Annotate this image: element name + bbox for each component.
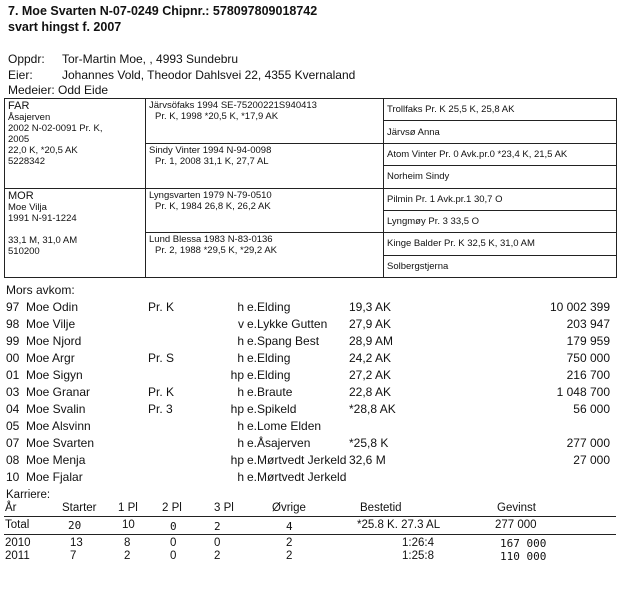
mm-record: Pr. 2, 1988 *29,5 K, *29,2 AK xyxy=(155,245,278,257)
total-p2: 0 xyxy=(170,520,177,533)
career-ovrige: 2 xyxy=(286,550,293,562)
mor-label: MOR xyxy=(8,189,34,202)
avkom-name: Moe Njord xyxy=(26,334,82,348)
avkom-sire: e.Elding xyxy=(247,368,291,382)
avkom-sex: h xyxy=(237,385,244,399)
avkom-time: *28,8 AK xyxy=(349,402,396,416)
avkom-year: 04 xyxy=(6,402,20,416)
avkom-sex: h xyxy=(237,334,244,348)
career-bestetid: 1:26:4 xyxy=(402,537,434,549)
total-gevinst: 277 000 xyxy=(495,519,537,531)
avkom-year: 97 xyxy=(6,300,20,314)
career-p2: 0 xyxy=(170,537,177,549)
col-p3: 3 Pl xyxy=(214,502,234,514)
avkom-time: 24,2 AK xyxy=(349,351,392,365)
mf-record: Pr. K, 1984 26,8 K, 26,2 AK xyxy=(155,200,271,212)
avkom-name: Moe Fjalar xyxy=(26,470,83,484)
eier-label: Eier: xyxy=(8,68,33,82)
avkom-sire: e.Elding xyxy=(247,300,291,314)
career-gevinst: 110 000 xyxy=(500,550,547,563)
avkom-pr: Pr. K xyxy=(148,300,175,314)
avkom-name: Moe Vilje xyxy=(26,317,76,331)
far-number: 5228342 xyxy=(8,156,45,167)
fm-record: Pr. 1, 2008 31,1 K, 27,7 AL xyxy=(155,155,269,167)
avkom-sire: e.Åsajerven xyxy=(247,436,311,450)
avkom-sex: hp xyxy=(230,402,244,416)
avkom-year: 98 xyxy=(6,317,20,331)
career-p1: 2 xyxy=(124,550,131,562)
avkom-name: Moe Menja xyxy=(26,453,86,467)
mm-name: Lund Blessa 1983 N-83-0136 xyxy=(149,234,273,246)
avkom-sire: e.Lome Elden xyxy=(247,419,322,433)
total-p3: 2 xyxy=(214,520,221,533)
mm-cell xyxy=(146,233,384,278)
far-name: Åsajerven xyxy=(8,112,51,123)
mor-cell xyxy=(5,188,146,278)
career-bestetid: 1:25:8 xyxy=(402,550,434,562)
avkom-time: 27,9 AK xyxy=(349,317,392,331)
far-label: FAR xyxy=(8,100,30,112)
g3-cell-1: Trollfaks Pr. K 25,5 K, 25,8 AK xyxy=(384,99,617,121)
far-record: 22,0 K, *20,5 AK xyxy=(8,145,78,156)
karriere-divider-top xyxy=(4,516,616,517)
avkom-prize: 10 002 399 xyxy=(549,300,610,314)
oppdr-value: Tor-Martin Moe, , 4993 Sundebru xyxy=(62,52,239,66)
avkom-time: 32,6 M xyxy=(349,453,386,467)
avkom-name: Moe Sigyn xyxy=(26,368,83,382)
avkom-sex: h xyxy=(237,436,244,450)
col-gevinst: Gevinst xyxy=(497,502,536,514)
horse-subtitle: svart hingst f. 2007 xyxy=(8,20,122,34)
avkom-sex: v xyxy=(238,317,244,331)
karriere-heading: Karriere: xyxy=(6,489,51,501)
mor-reg: 1991 N-91-1224 xyxy=(8,212,77,224)
oppdr-label: Oppdr: xyxy=(8,52,45,66)
horse-title: 7. Moe Svarten N-07-0249 Chipnr.: 578097809018742 xyxy=(8,4,318,18)
avkom-year: 00 xyxy=(6,351,20,365)
avkom-sire: e.Spikeld xyxy=(247,402,297,416)
avkom-sex: hp xyxy=(230,453,244,467)
avkom-sire: e.Lykke Gutten xyxy=(247,317,328,331)
avkom-prize: 216 700 xyxy=(566,368,610,382)
career-ovrige: 2 xyxy=(286,537,293,549)
col-year: År xyxy=(5,502,17,514)
avkom-prize: 203 947 xyxy=(566,317,610,331)
g3-cell-3: Atom Vinter Pr. 0 Avk.pr.0 *23,4 K, 21,5 AK xyxy=(384,143,617,165)
g3-cell-2: Järvsø Anna xyxy=(384,121,617,143)
avkom-year: 07 xyxy=(6,436,20,450)
avkom-prize: 179 959 xyxy=(566,334,610,348)
mor-record: 33,1 M, 31,0 AM xyxy=(8,234,78,246)
fm-cell xyxy=(146,143,384,188)
career-p1: 8 xyxy=(124,537,131,549)
ff-cell xyxy=(146,99,384,144)
avkom-name: Moe Svalin xyxy=(26,402,86,416)
g3-cell-7: Kinge Balder Pr. K 32,5 K, 31,0 AM xyxy=(384,233,617,255)
career-starter: 7 xyxy=(70,550,77,562)
avkom-year: 01 xyxy=(6,368,20,382)
col-bestetid: Bestetid xyxy=(360,502,402,514)
avkom-sex: h xyxy=(237,300,244,314)
career-starter: 13 xyxy=(70,537,83,549)
medeier-line: Medeier: Odd Eide xyxy=(8,83,109,97)
col-p2: 2 Pl xyxy=(162,502,182,514)
avkom-prize: 56 000 xyxy=(573,402,610,416)
total-starter: 20 xyxy=(68,519,82,532)
career-p3: 0 xyxy=(214,537,221,549)
fm-name: Sindy Vinter 1994 N-94-0098 xyxy=(149,144,272,156)
mor-number: 510200 xyxy=(8,245,40,257)
avkom-heading: Mors avkom: xyxy=(6,283,75,297)
avkom-sire: e.Spang Best xyxy=(247,334,320,348)
mf-name: Lyngsvarten 1979 N-79-0510 xyxy=(149,189,272,201)
ff-name: Järvsöfaks 1994 SE-75200221S940413 xyxy=(149,100,317,111)
avkom-time: 19,3 AK xyxy=(349,300,392,314)
avkom-sire: e.Elding xyxy=(247,351,291,365)
avkom-time: 27,2 AK xyxy=(349,368,392,382)
karriere-divider-bottom xyxy=(4,534,616,535)
career-gevinst: 167 000 xyxy=(500,537,547,550)
avkom-pr: Pr. K xyxy=(148,385,175,399)
avkom-name: Moe Argr xyxy=(26,351,75,365)
avkom-sex: h xyxy=(237,351,244,365)
avkom-sire: e.Mørtvedt Jerkeld xyxy=(247,470,347,484)
avkom-name: Moe Granar xyxy=(26,385,91,399)
avkom-prize: 750 000 xyxy=(566,351,610,365)
mor-name: Moe Vilja xyxy=(8,201,47,213)
avkom-prize: 1 048 700 xyxy=(556,385,610,399)
avkom-sex: hp xyxy=(230,368,244,382)
avkom-time: 22,8 AK xyxy=(349,385,392,399)
avkom-prize: 277 000 xyxy=(566,436,610,450)
avkom-name: Moe Odin xyxy=(26,300,79,314)
avkom-time: *25,8 K xyxy=(349,436,389,450)
col-p1: 1 Pl xyxy=(118,502,138,514)
avkom-year: 10 xyxy=(6,470,20,484)
avkom-sex: h xyxy=(237,470,244,484)
career-p2: 0 xyxy=(170,550,177,562)
avkom-name: Moe Svarten xyxy=(26,436,95,450)
g3-cell-5: Pilmin Pr. 1 Avk.pr.1 30,7 O xyxy=(384,188,617,210)
g3-cell-4: Norheim Sindy xyxy=(384,166,617,188)
avkom-pr: Pr. S xyxy=(148,351,175,365)
avkom-year: 05 xyxy=(6,419,20,433)
far-year: 2005 xyxy=(8,134,30,145)
career-year: 2010 xyxy=(5,537,31,549)
avkom-year: 03 xyxy=(6,385,20,399)
avkom-pr: Pr. 3 xyxy=(148,402,173,416)
col-ovrige: Øvrige xyxy=(272,502,306,514)
far-reg: 2002 N-02-0091 Pr. K, xyxy=(8,123,103,134)
avkom-sire: e.Braute xyxy=(247,385,293,399)
g3-cell-8: Solbergstjerna xyxy=(384,255,617,277)
avkom-time: 28,9 AM xyxy=(349,334,394,348)
avkom-year: 08 xyxy=(6,453,20,467)
avkom-sire: e.Mørtvedt Jerkeld xyxy=(247,453,347,467)
far-cell xyxy=(5,99,146,189)
avkom-name: Moe Alsvinn xyxy=(26,419,91,433)
avkom-prize: 27 000 xyxy=(573,453,610,467)
eier-value: Johannes Vold, Theodor Dahlsvei 22, 4355 Kvernaland xyxy=(62,68,356,82)
total-label: Total xyxy=(5,519,30,531)
career-p3: 2 xyxy=(214,550,221,562)
total-bestetid: *25.8 K. 27.3 AL xyxy=(357,519,441,531)
career-year: 2011 xyxy=(5,550,30,562)
avkom-sex: h xyxy=(237,419,244,433)
pedigree-table xyxy=(4,98,617,278)
ff-record: Pr. K, 1998 *20,5 K, *17,9 AK xyxy=(155,111,279,122)
g3-cell-6: Lyngmøy Pr. 3 33,5 O xyxy=(384,210,617,232)
total-ovrige: 4 xyxy=(286,520,293,533)
avkom-year: 99 xyxy=(6,334,20,348)
total-p1: 10 xyxy=(122,519,135,531)
mf-cell xyxy=(146,188,384,233)
col-starter: Starter xyxy=(62,502,97,514)
